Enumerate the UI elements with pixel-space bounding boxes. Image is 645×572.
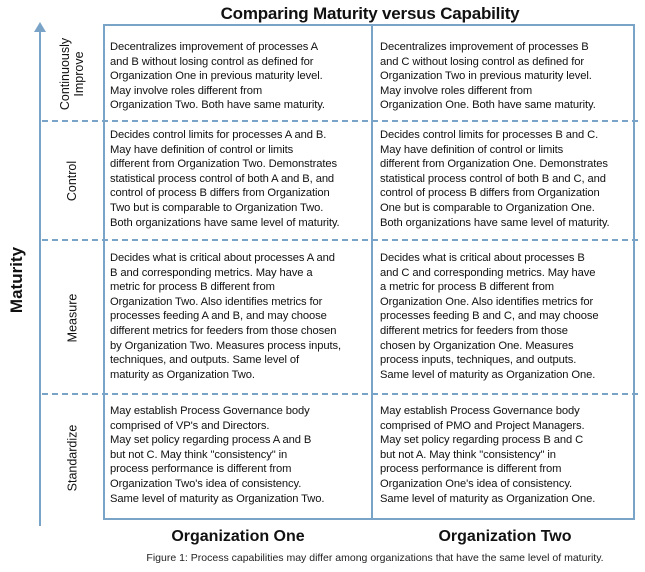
maturity-axis-line xyxy=(39,26,41,526)
cell-text: Decides what is critical about processes A and B and corresponding metrics. May have a metric for process B different from Organization Two. Also identifies metrics for processes feeding A and B, and may choose different metrics for feeders from those chosen by Organization Two. Measures process inputs, techniques, and outputs. Same level of maturity as Organization Two. xyxy=(110,252,341,381)
cell-standardize-org-one xyxy=(110,404,368,506)
level-label-standardize xyxy=(45,396,99,520)
level-divider xyxy=(42,120,638,122)
level-label-continuously-improve xyxy=(45,28,99,120)
maturity-axis-label: Maturity xyxy=(7,246,26,314)
level-text: Standardize xyxy=(65,424,79,492)
cell-standardize-org-two xyxy=(380,404,636,506)
level-label-control xyxy=(45,122,99,240)
cell-text: Decides control limits for processes A and B. May have definition of control or limits different from Organization Two. Demonstrates statistical process control of both A and B, and control of process B differs from Organization Two but is comparable to Organization Two. Both organizations have same level of maturity. xyxy=(110,129,340,229)
column-divider xyxy=(371,24,373,520)
cell-control-org-two xyxy=(380,128,636,230)
level-divider xyxy=(42,393,638,395)
cell-measure-org-two xyxy=(380,251,636,382)
level-text: Measure xyxy=(64,293,79,343)
figure-caption: Figure 1: Process capabilities may differ among organizations that have the same level of maturity. xyxy=(146,552,604,564)
level-label-measure xyxy=(45,242,99,394)
cell-text: Decentralizes improvement of processes A and B without losing control as defined for Organization One in previous maturity level. May involve roles different from Organization Two. Both have same maturity. xyxy=(110,41,325,112)
cell-measure-org-one xyxy=(110,251,368,382)
level-text: Continuously Improve xyxy=(58,37,87,111)
cell-text: Decentralizes improvement of processes B and C without losing control as defined for Organization Two in previous maturity level. May involve roles different from Organization One. Both have same maturity. xyxy=(380,41,596,112)
level-divider xyxy=(42,239,638,241)
column-label-org-one: Organization One xyxy=(171,528,305,545)
cell-control-org-one xyxy=(110,128,368,230)
diagram-title: Comparing Maturity versus Capability xyxy=(220,4,520,23)
cell-text: May establish Process Governance body comprised of PMO and Project Managers. May set policy regarding process B and C but not A. May think "consistency" in process performance is different from Organization One's idea of consistency. Same level of maturity as Organization One. xyxy=(380,405,596,505)
cell-text: May establish Process Governance body comprised of VP's and Directors. May set policy regarding process A and B but not C. May think "consistency" in process performance is different from Organization Two's idea of consistency. Same level of maturity as Organization Two. xyxy=(110,405,325,505)
cell-text: Decides control limits for processes B and C. May have definition of control or limits different from Organization One. Demonstrates statistical process control of both B and C, and control of process B differs from Organization One but is comparable to Organization One. Both organizations have same level of maturity. xyxy=(380,129,610,229)
column-label-org-two: Organization Two xyxy=(438,528,572,545)
cell-improve-org-two xyxy=(380,40,636,113)
cell-improve-org-one xyxy=(110,40,368,113)
level-text: Control xyxy=(64,160,79,202)
cell-text: Decides what is critical about processes B and C and corresponding metrics. May have a metric for process B different from Organization One. Also identifies metrics for processes feeding B and C, and may choose different metrics for feeders from those chosen by Organization One. Measures process inputs, techniques, and outputs. Same level of maturity as Organization One. xyxy=(380,252,599,381)
